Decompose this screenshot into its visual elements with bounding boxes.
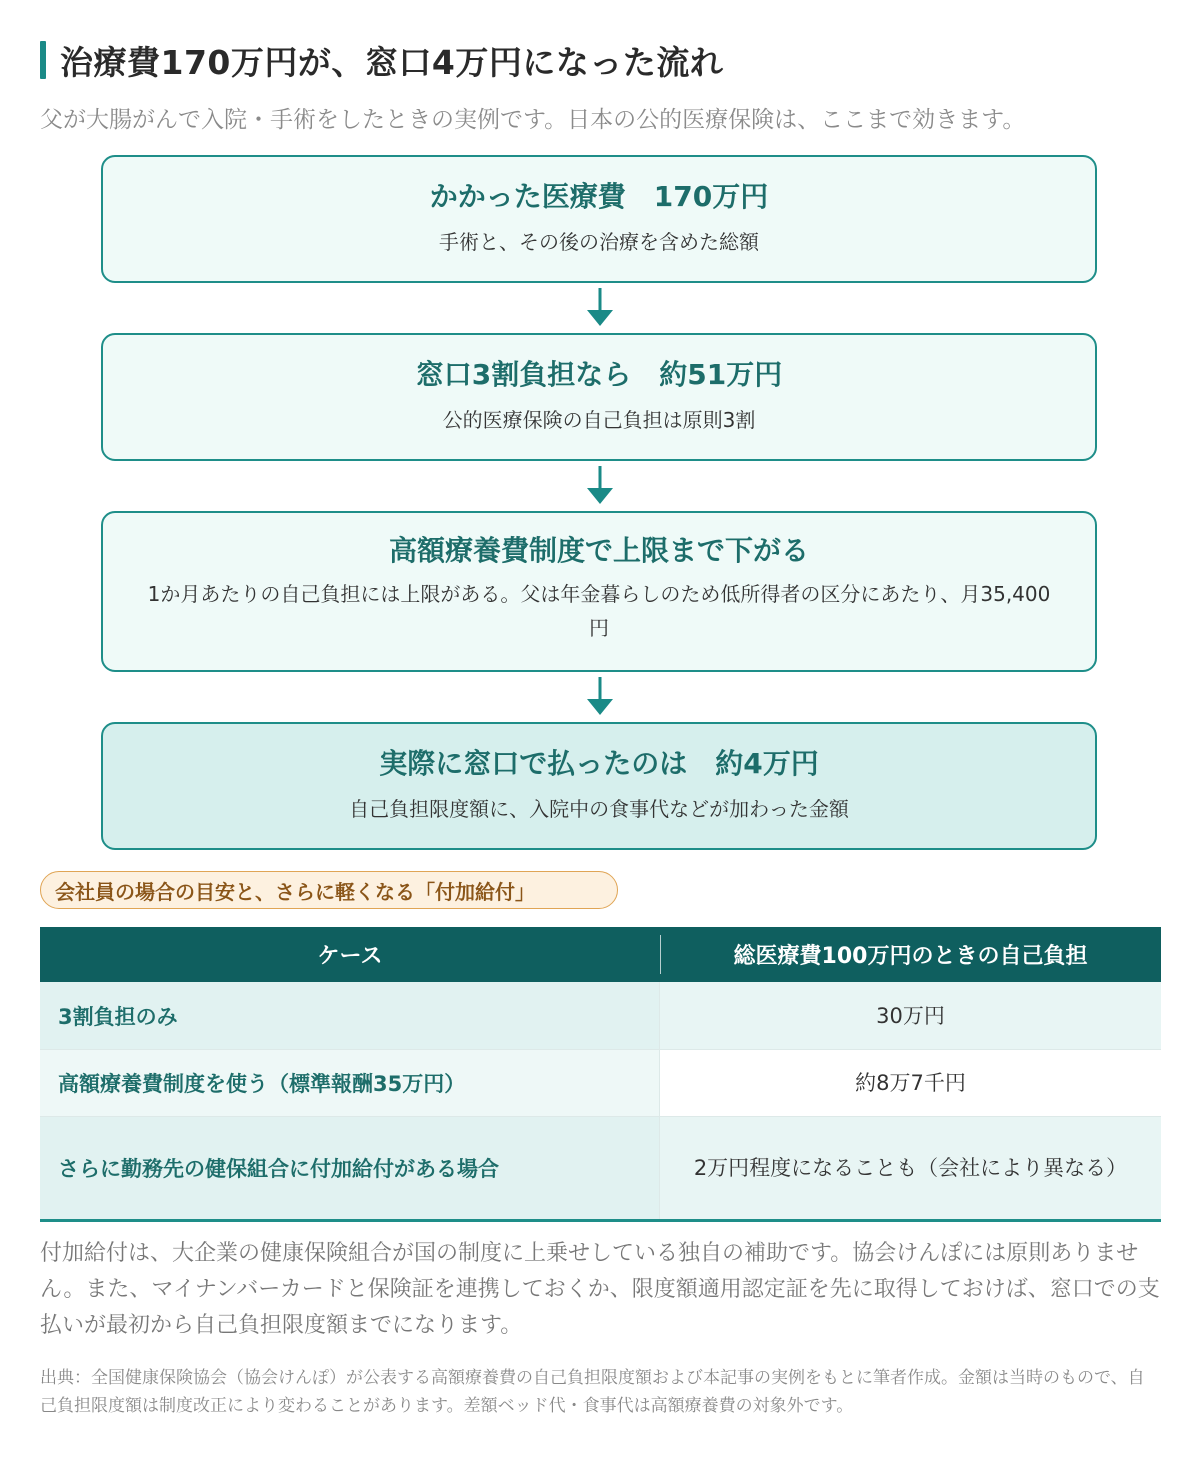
flow-step-heading: かかった医療費 170万円 bbox=[429, 180, 769, 213]
table-cell-burden: 30万円 bbox=[660, 982, 1161, 1049]
title-accent-bar bbox=[40, 41, 46, 79]
flow-step-actual-payment bbox=[101, 722, 1097, 850]
flow-step-total-cost bbox=[101, 155, 1097, 283]
page-title: 治療費170万円が、窓口4万円になった流れ bbox=[60, 42, 724, 82]
table-section-label: 会社員の場合の目安と、さらに軽くなる「付加給付」 bbox=[40, 871, 618, 909]
table-cell-case: 高額療養費制度を使う（標準報酬35万円） bbox=[40, 1050, 660, 1116]
flow-step-description: 1か月あたりの自己負担には上限がある。父は年金暮らしのため低所得者の区分にあたり、月35,400円 bbox=[147, 582, 1051, 640]
flow-step-description: 手術と、その後の治療を含めた総額 bbox=[439, 230, 759, 254]
flow-step-heading: 高額療養費制度で上限まで下がる bbox=[388, 534, 809, 567]
header-divider bbox=[660, 935, 661, 974]
down-arrow-icon bbox=[587, 466, 613, 506]
flow-step-heading: 窓口3割負担なら 約51万円 bbox=[415, 358, 783, 391]
table-cell-burden: 2万円程度になることも（会社により異なる） bbox=[660, 1117, 1161, 1219]
flow-step-description: 公的医療保険の自己負担は原則3割 bbox=[442, 408, 756, 432]
flow-step-heading: 実際に窓口で払ったのは 約4万円 bbox=[379, 747, 819, 780]
table-row bbox=[40, 982, 1161, 1050]
column-header-burden-label: 総医療費100万円のときの自己負担 bbox=[733, 944, 1088, 969]
table-row bbox=[40, 1050, 1161, 1117]
explanatory-note: 付加給付は、大企業の健康保険組合が国の制度に上乗せしている独自の補助です。協会けんぽには原則ありません。また、マイナンバーカードと保険証を連携しておくか、限度額適用認定証を先に取得しておけば、窓口での支払いが最初から自己負担限度額までになります。 bbox=[40, 1241, 1160, 1338]
flow-step-description: 自己負担限度額に、入院中の食事代などが加わった金額 bbox=[349, 797, 849, 821]
table-cell-case: さらに勤務先の健保組合に付加給付がある場合 bbox=[40, 1117, 660, 1219]
table-row bbox=[40, 1117, 1161, 1222]
table-header-row bbox=[40, 927, 1161, 982]
flow-step-high-cost-system bbox=[101, 511, 1097, 672]
page-subtitle: 父が大腸がんで入院・手術をしたときの実例です。日本の公的医療保険は、ここまで効きます。 bbox=[40, 107, 1026, 133]
down-arrow-icon bbox=[587, 677, 613, 717]
table-cell-burden: 約8万7千円 bbox=[660, 1050, 1161, 1116]
column-header-case: ケース bbox=[317, 944, 383, 969]
column-header-burden bbox=[660, 927, 1161, 982]
source-citation: 出典：全国健康保険協会（協会けんぽ）が公表する高額療養費の自己負担限度額および本記事の実例をもとに筆者作成。金額は当時のもので、自己負担限度額は制度改正により変わることがあります。差額ベッド代・食事代は高額療養費の対象外です。 bbox=[40, 1368, 1145, 1416]
table-cell-case: 3割負担のみ bbox=[40, 982, 660, 1049]
title-row bbox=[40, 38, 723, 82]
flow-step-thirty-percent bbox=[101, 333, 1097, 461]
burden-table bbox=[40, 927, 1161, 1222]
down-arrow-icon bbox=[587, 288, 613, 328]
